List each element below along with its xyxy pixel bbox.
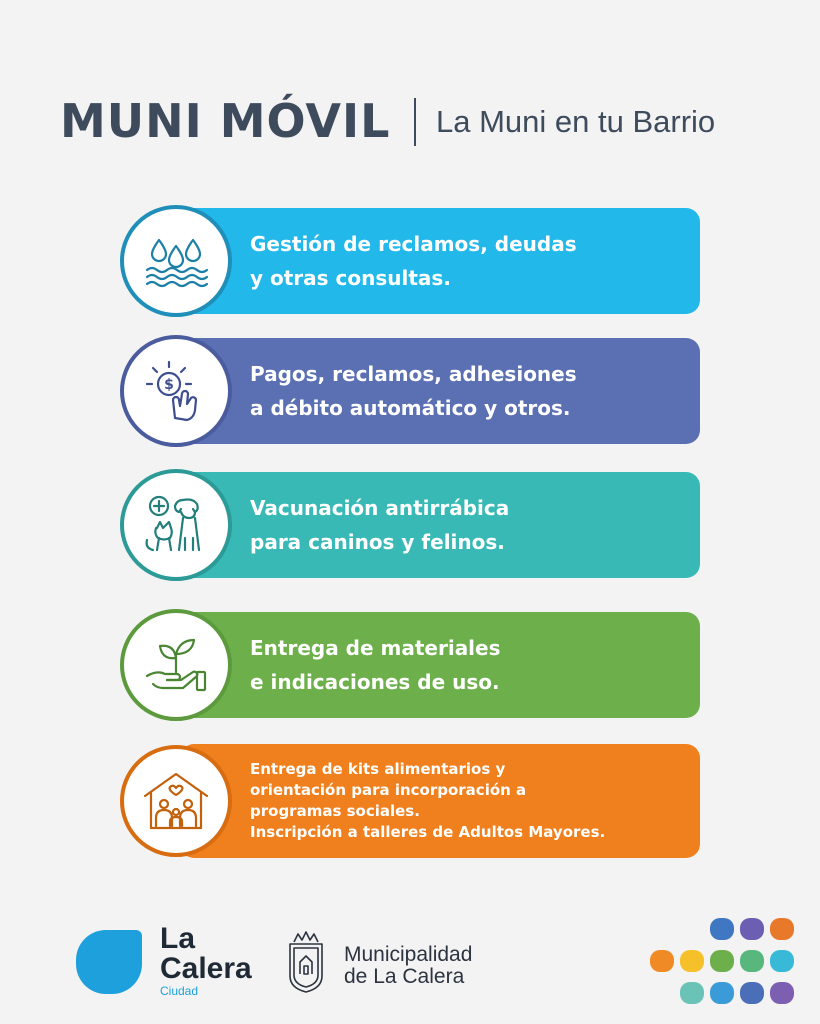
service-line: Inscripción a talleres de Adultos Mayores. <box>250 823 606 841</box>
service-line: Gestión de reclamos, deudas <box>250 232 577 256</box>
la-calera-line1: La <box>160 922 196 955</box>
municipalidad-line1: Municipalidad <box>344 943 473 966</box>
family-home-icon <box>139 764 213 838</box>
service-card-vacunacion <box>120 472 700 578</box>
service-card-kits <box>120 744 700 858</box>
footer <box>0 910 820 1010</box>
service-card-pagos <box>120 338 700 444</box>
service-text <box>250 472 688 578</box>
municipalidad-line2: de La Calera <box>344 965 465 988</box>
service-line: e indicaciones de uso. <box>250 670 500 694</box>
service-icon-circle <box>120 469 232 581</box>
title-divider <box>414 98 416 146</box>
page-subtitle: La Muni en tu Barrio <box>436 104 716 139</box>
service-line: para caninos y felinos. <box>250 530 505 554</box>
municipal-seal-icon <box>284 930 328 994</box>
service-line: Pagos, reclamos, adhesiones <box>250 362 577 386</box>
service-text <box>250 744 688 858</box>
brand-dots-icon <box>648 914 800 1010</box>
payment-touch-icon <box>139 354 213 428</box>
service-icon-circle <box>120 745 232 857</box>
la-calera-ciudad-label: Ciudad <box>160 984 199 998</box>
service-text <box>250 612 688 718</box>
municipalidad-name <box>344 944 472 988</box>
service-line: orientación para incorporación a <box>250 781 527 799</box>
page-title: MUNI MÓVIL <box>60 94 391 148</box>
svg-text:$: $ <box>164 377 174 393</box>
service-line: Vacunación antirrábica <box>250 496 510 520</box>
service-line: a débito automático y otros. <box>250 396 571 420</box>
service-icon-circle <box>120 609 232 721</box>
header <box>0 92 820 152</box>
la-calera-logo-text <box>160 924 252 984</box>
pets-vaccine-icon <box>139 488 213 562</box>
service-icon-circle <box>120 335 232 447</box>
service-line: Entrega de kits alimentarios y <box>250 760 506 778</box>
service-icon-circle <box>120 205 232 317</box>
water-drops-icon <box>139 224 213 298</box>
service-line: y otras consultas. <box>250 266 451 290</box>
la-calera-line2: Calera <box>160 952 252 985</box>
service-line: programas sociales. <box>250 802 420 820</box>
service-text <box>250 338 688 444</box>
service-card-materiales <box>120 612 700 718</box>
service-text <box>250 208 688 314</box>
plant-hand-icon <box>139 628 213 702</box>
service-card-reclamos <box>120 208 700 314</box>
service-line: Entrega de materiales <box>250 636 501 660</box>
la-calera-logo-icon <box>76 930 142 994</box>
